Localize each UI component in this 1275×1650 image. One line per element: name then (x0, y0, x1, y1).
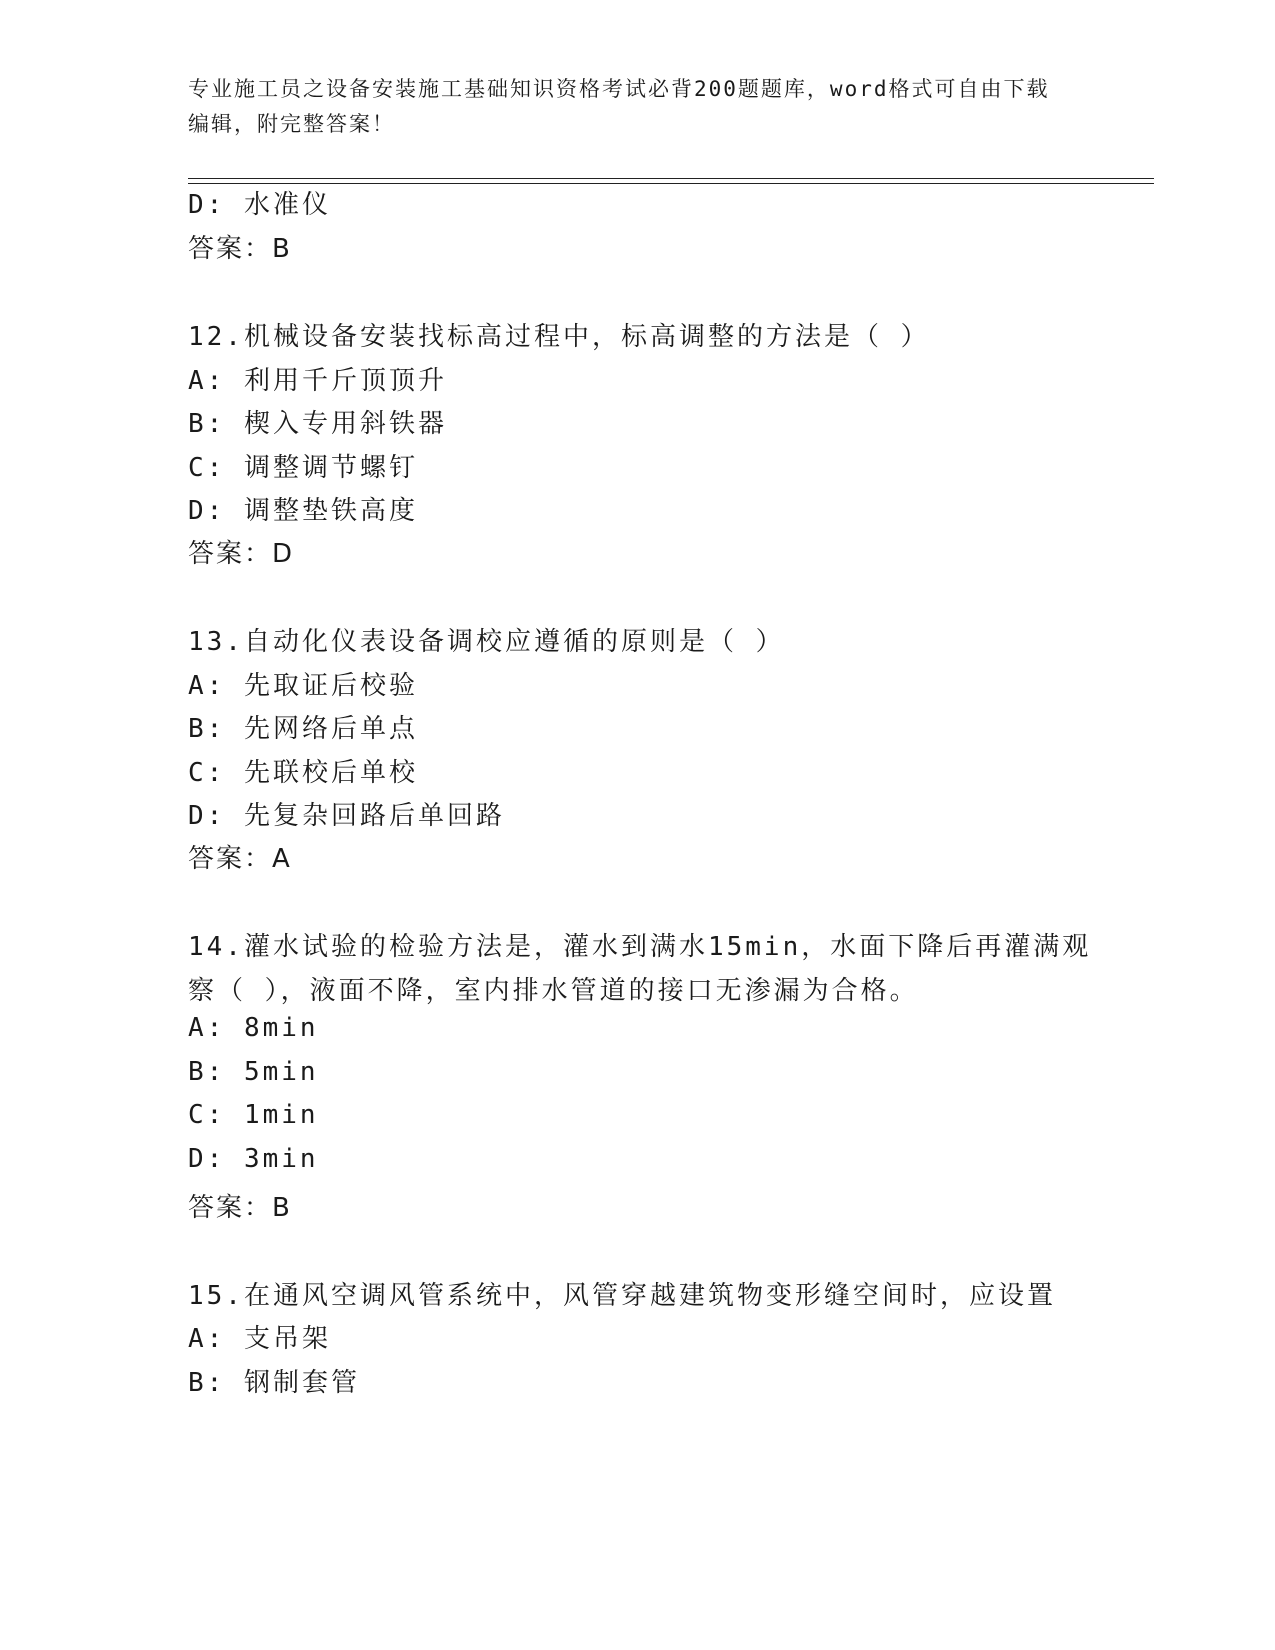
q12-answer: 答案：D (188, 539, 295, 569)
q14-stem-line2: 察（ ），液面不降，室内排水管道的接口无渗漏为合格。 (188, 976, 919, 1006)
prev-option-d: D: 水准仪 (188, 190, 331, 220)
header-divider (188, 178, 1154, 184)
prev-answer: 答案：B (188, 234, 292, 264)
q14-option-a: A: 8min (188, 1013, 319, 1043)
q15-stem: 15.在通风空调风管系统中，风管穿越建筑物变形缝空间时，应设置 (188, 1281, 1056, 1311)
q14-answer: 答案：B (188, 1193, 292, 1223)
q13-answer: 答案：A (188, 844, 292, 874)
q15-option-a: A: 支吊架 (188, 1324, 331, 1354)
q13-option-c: C: 先联校后单校 (188, 758, 418, 788)
q12-option-d: D: 调整垫铁高度 (188, 496, 418, 526)
q13-option-d: D: 先复杂回路后单回路 (188, 801, 505, 831)
q13-option-b: B: 先网络后单点 (188, 714, 418, 744)
q14-option-b: B: 5min (188, 1057, 319, 1087)
page-header-title: 专业施工员之设备安装施工基础知识资格考试必背200题题库，word格式可自由下载编辑，附完整答案！ (188, 77, 1050, 136)
q14-option-c: C: 1min (188, 1100, 319, 1130)
q12-option-a: A: 利用千斤顶顶升 (188, 366, 447, 396)
q14-option-d: D: 3min (188, 1144, 319, 1174)
q13-option-a: A: 先取证后校验 (188, 671, 418, 701)
q14-stem-line1: 14.灌水试验的检验方法是，灌水到满水15min，水面下降后再灌满观 (188, 932, 1092, 962)
q12-option-b: B: 楔入专用斜铁器 (188, 409, 447, 439)
q13-stem: 13.自动化仪表设备调校应遵循的原则是（ ） (188, 627, 785, 657)
q12-stem: 12.机械设备安装找标高过程中，标高调整的方法是（ ） (188, 322, 930, 352)
q15-option-b: B: 钢制套管 (188, 1368, 360, 1398)
q12-option-c: C: 调整调节螺钉 (188, 453, 418, 483)
